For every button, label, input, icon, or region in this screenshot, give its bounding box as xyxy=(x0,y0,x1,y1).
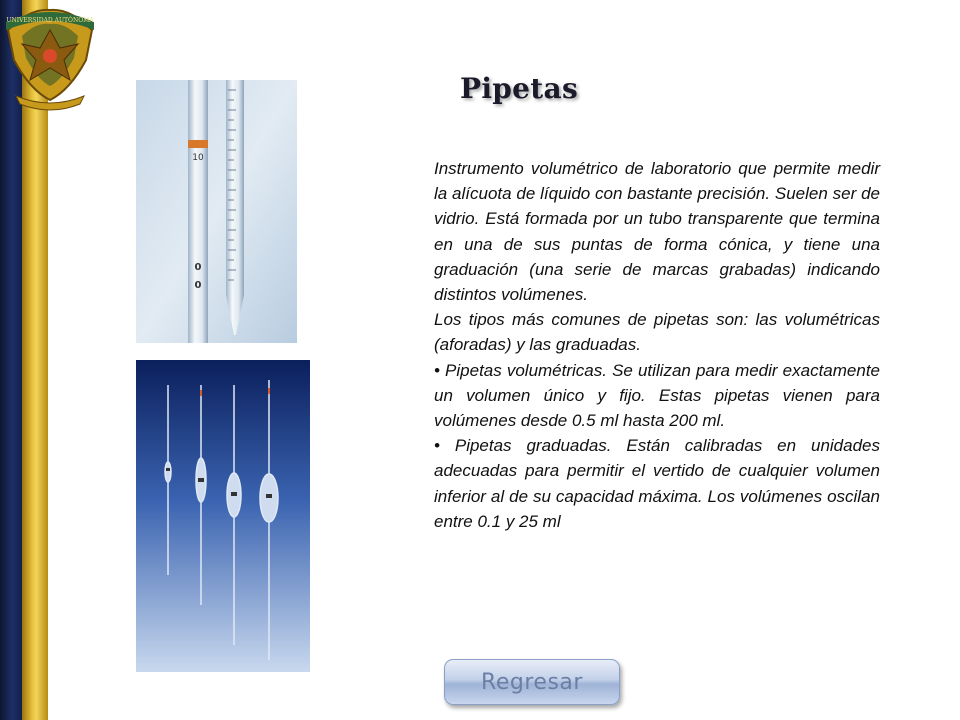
back-button-label: Regresar xyxy=(481,669,583,695)
pipette-label-1: 10 xyxy=(192,153,204,163)
pipette-label-2: 0 xyxy=(194,262,202,273)
paragraph-definition: Instrumento volumétrico de laboratorio que permite medir la alícuota de líquido con bastante precisión. Suelen ser de vidrio. Está formada por un tubo transparente que termina en una de sus puntas de forma cónica, y tiene una graduación (una serie de marcas grabadas) indicando distintos volúmenes. xyxy=(434,159,880,305)
university-crest-icon xyxy=(0,0,100,118)
back-button[interactable] xyxy=(444,659,620,705)
page-title: Pipetas xyxy=(460,72,579,105)
pipette-label-3: 0 xyxy=(194,280,202,291)
paragraph-volumetric: • Pipetas volumétricas. Se utilizan para medir exactamente un volumen único y fijo. Estas pipetas vienen para volúmenes desde 0.5 ml hasta 200 ml. xyxy=(434,360,880,431)
crest-banner-text: UNIVERSIDAD AUTÓNOMA xyxy=(6,17,94,24)
paragraph-types: Los tipos más comunes de pipetas son: las volumétricas (aforadas) y las graduadas. xyxy=(434,310,880,355)
paragraph-graduated: • Pipetas graduadas. Están calibradas en unidades adecuadas para permitir el vertido de cualquier volumen inferior al de su capacidad máxima. Los volúmenes oscilan entre 0.1 y 25 ml xyxy=(434,436,880,531)
pipette-closeup-photo xyxy=(136,80,297,343)
description-text xyxy=(434,156,880,534)
volumetric-pipettes-photo xyxy=(136,360,310,672)
